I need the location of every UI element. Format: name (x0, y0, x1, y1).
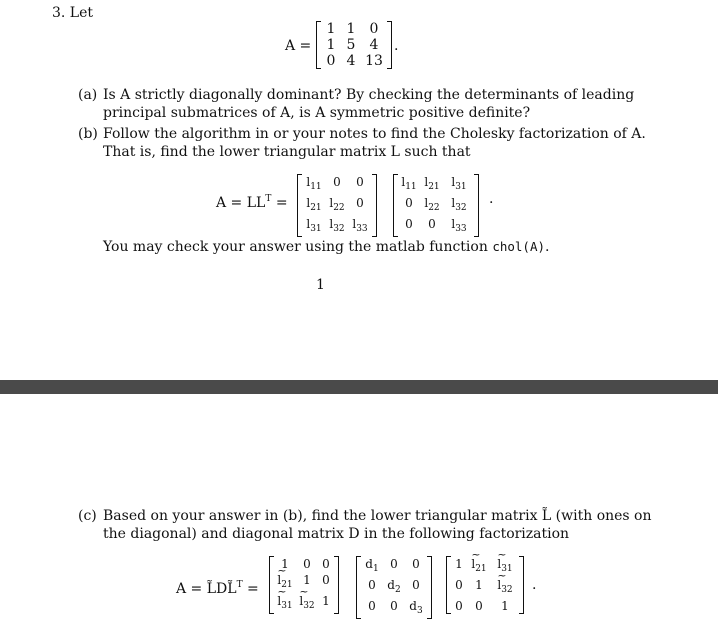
part-b-line2: That is, find the lower triangular matrix L such that (103, 144, 471, 160)
matLtl-entry-r2c2: 1 (303, 573, 311, 587)
matLT-entry-r3c2: 0 (428, 217, 436, 231)
matLtu-entry-r1c3: l $\sim_{31}$ (491, 556, 519, 577)
matD-entry-r3c1: 0 (368, 599, 376, 613)
matL-entry-r1c3: 0 (356, 175, 364, 189)
matL-entry-r3c2: $l_{32}$ (329, 217, 345, 234)
matrix-a-lhs: A = (285, 38, 312, 54)
chol-note-code: chol(A) (492, 239, 545, 254)
matD-entry-r2c1: 0 (368, 578, 376, 592)
matLT-entry-r3c3: $l_{33}$ (451, 217, 467, 234)
matA-entry-r2c1: 1 (326, 37, 336, 53)
part-a-label: (a) (78, 87, 98, 103)
ldl-lhs-sup: T (236, 580, 243, 590)
part-c-label: (c) (78, 508, 97, 524)
matL-entry-r1c2: 0 (333, 175, 341, 189)
matLtl-entry-r1c3: 0 (322, 557, 330, 571)
matL-entry-r3c3: $l_{33}$ (352, 217, 368, 234)
matD-entry-r2c3: 0 (412, 578, 420, 592)
matLT-entry-r1c3: $l_{31}$ (451, 175, 467, 192)
cholesky-equation-lhs (216, 191, 288, 212)
part-a-line1: Is A strictly diagonally dominant? By checking the determinants of leading (103, 87, 635, 103)
ldl-equals: = (247, 581, 259, 597)
matA-entry-r1c2: 1 (346, 21, 356, 37)
matD-entry-r1c2: 0 (390, 557, 398, 571)
matrix-a (321, 21, 387, 69)
matLtl-entry-r2c3: 0 (322, 573, 330, 587)
cholesky-lhs-text: A = LL (216, 195, 266, 211)
cholesky-period: . (489, 191, 494, 207)
cholesky-lhs-sup: T (265, 194, 272, 204)
matLtl-entry-r3c1: l $\sim_{31}$ (274, 593, 296, 614)
matD-entry-r2c2: $d_2$ (387, 578, 401, 595)
matLtl-entry-r2c1: l $\sim_{21}$ (274, 572, 296, 593)
matrix-l-transpose (398, 174, 474, 237)
matD-entry-r1c1: $d_1$ (365, 557, 379, 574)
matA-entry-r3c1: 0 (326, 53, 336, 69)
matLtu-entry-r3c1: 0 (455, 599, 463, 613)
page-number: 1 (316, 277, 325, 293)
matL-entry-r2c2: $l_{22}$ (329, 196, 345, 213)
matLtu-entry-r2c1: 0 (455, 578, 463, 592)
ldl-period: . (532, 577, 537, 593)
matA-entry-r3c2: 4 (346, 53, 356, 69)
chol-note-period: . (545, 239, 550, 255)
matLT-entry-r2c1: 0 (405, 196, 413, 210)
matA-entry-r2c2: 5 (346, 37, 356, 53)
matLtl-entry-r1c1: 1 (281, 557, 289, 571)
matL-entry-r2c3: 0 (356, 196, 364, 210)
matD-entry-r3c3: $d_3$ (409, 599, 423, 616)
matLT-entry-r2c3: $l_{32}$ (451, 196, 467, 213)
matrix-l-tilde (274, 556, 334, 614)
matrix-a-period: . (394, 38, 399, 54)
matD-entry-r1c3: 0 (412, 557, 420, 571)
matL-entry-r1c1: $l_{11}$ (306, 175, 322, 192)
matLtu-entry-r2c2: 1 (475, 578, 483, 592)
part-b-line1: Follow the algorithm in or your notes to find the Cholesky factorization of A. (103, 126, 646, 142)
matLT-entry-r2c2: $l_{22}$ (424, 196, 440, 213)
matLtl-entry-r3c3: 1 (322, 594, 330, 608)
matLT-entry-r3c1: 0 (405, 217, 413, 231)
cholesky-equals: = (275, 195, 288, 211)
matrix-d (361, 556, 427, 619)
matA-entry-r1c3: 0 (369, 21, 379, 37)
page-separator (0, 380, 718, 394)
page-two (0, 394, 718, 619)
part-c-line2: the diagonal) and diagonal matrix D in the following factorization (103, 526, 570, 542)
matA-entry-r2c3: 4 (369, 37, 379, 53)
part-c-line1: Based on your answer in (b), find the lower triangular matrix L̃ (with ones on (103, 508, 652, 524)
matLT-entry-r1c2: $l_{21}$ (424, 175, 440, 192)
matLtu-entry-r3c2: 0 (475, 599, 483, 613)
matLtu-entry-r1c2: l $\sim_{21}$ (467, 556, 491, 577)
matLtu-entry-r1c1: 1 (455, 557, 463, 571)
part-a-line2: principal submatrices of A, is A symmetric positive definite? (103, 105, 531, 121)
matrix-l (302, 174, 372, 237)
matA-entry-r1c1: 1 (326, 21, 336, 37)
matLtl-entry-r1c2: 0 (303, 557, 311, 571)
matLtu-entry-r2c3: l $\sim_{32}$ (491, 577, 519, 598)
ldl-lhs-text: A = L̃DL̃ (176, 581, 237, 597)
part-b-label: (b) (78, 126, 98, 142)
chol-note (103, 238, 549, 256)
ldl-equation-lhs (176, 577, 259, 598)
matrix-l-tilde-transpose (451, 556, 519, 614)
chol-note-text: You may check your answer using the matlab function (103, 239, 493, 255)
matL-entry-r2c1: $l_{21}$ (306, 196, 322, 213)
problem-number: 3. Let (52, 5, 94, 21)
matD-entry-r3c2: 0 (390, 599, 398, 613)
matLT-entry-r1c1: $l_{11}$ (401, 175, 417, 192)
matLtl-entry-r3c2: l $\sim_{32}$ (296, 593, 318, 614)
matA-entry-r3c3: 13 (365, 53, 383, 69)
matL-entry-r3c1: $l_{31}$ (306, 217, 322, 234)
matLtu-entry-r3c3: 1 (501, 599, 509, 613)
